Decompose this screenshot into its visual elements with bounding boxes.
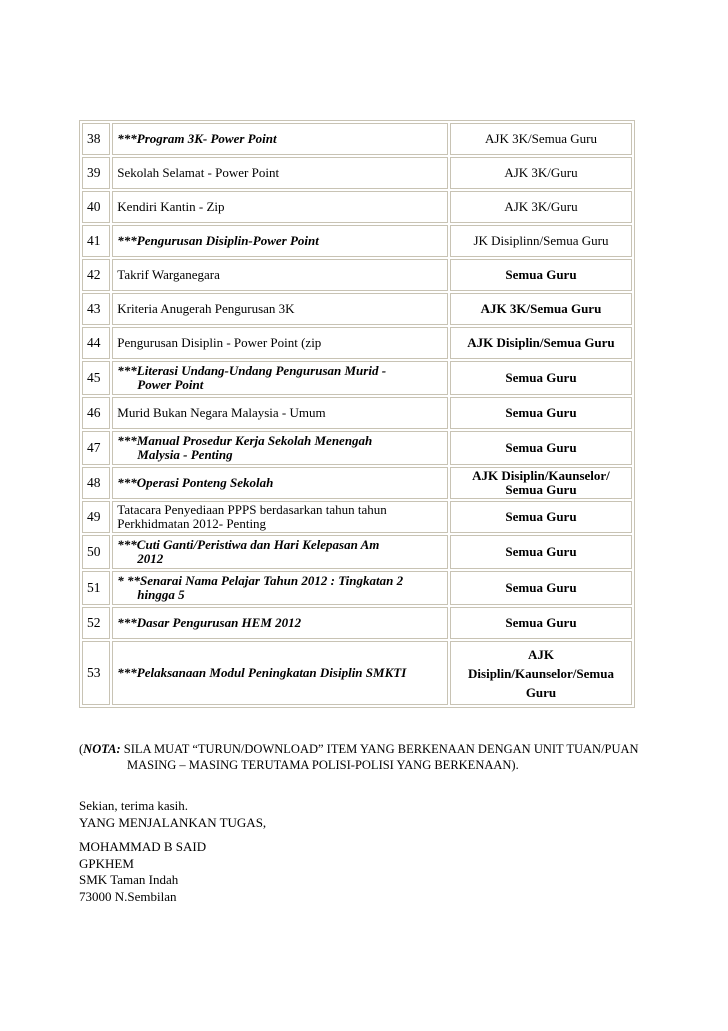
unit-name-line1: AJK Disiplin/Kaunselor/: [472, 468, 610, 483]
note-text-line1: SILA MUAT “TURUN/DOWNLOAD” ITEM YANG BERKENAAN DENGAN UNIT TUAN/PUAN: [120, 742, 639, 756]
item-title-line2: 2012: [137, 551, 164, 566]
row-number: 52: [82, 607, 110, 639]
unit-name: Semua Guru: [450, 431, 632, 465]
row-number: 43: [82, 293, 110, 325]
row-number: 48: [82, 467, 110, 499]
closing-duty: YANG MENJALANKAN TUGAS,: [79, 815, 267, 830]
table-row: [82, 571, 632, 605]
unit-name: AJK Disiplin/Semua Guru: [450, 327, 632, 359]
row-number: 51: [82, 571, 110, 605]
note-label: NOTA:: [83, 742, 121, 756]
item-title: Sekolah Selamat - Power Point: [112, 157, 448, 189]
row-number: 44: [82, 327, 110, 359]
school-address: 73000 N.Sembilan: [79, 888, 177, 904]
note-open-paren: (: [79, 742, 84, 756]
unit-name: Semua Guru: [450, 571, 632, 605]
unit-name: Semua Guru: [450, 607, 632, 639]
item-title-line1: Tatacara Penyediaan PPPS berdasarkan tahun tahun: [117, 502, 387, 517]
unit-name: Semua Guru: [450, 259, 632, 291]
table-row: [82, 225, 632, 257]
item-title: [112, 361, 448, 395]
table-row: [82, 191, 632, 223]
item-title-line1: ***Manual Prosedur Kerja Sekolah Menengah: [117, 433, 373, 448]
download-note: [79, 741, 649, 773]
item-title-line1: ***Literasi Undang-Undang Pengurusan Murid -: [117, 363, 387, 378]
item-title-line1: * **Senarai Nama Pelajar Tahun 2012 : Tingkatan 2: [117, 573, 404, 588]
item-title-line2: Perkhidmatan 2012- Penting: [117, 516, 267, 531]
unit-name-line3: Guru: [525, 684, 557, 700]
table-row: [82, 535, 632, 569]
row-number: 47: [82, 431, 110, 465]
table-row: [82, 641, 632, 705]
item-title-line2: Malysia - Penting: [137, 447, 233, 462]
item-title-line2: Power Point: [137, 377, 204, 392]
row-number: 45: [82, 361, 110, 395]
item-title: [112, 431, 448, 465]
unit-name: Semua Guru: [450, 535, 632, 569]
signatory-position: GPKHEM: [79, 855, 134, 871]
table-row: [82, 327, 632, 359]
unit-name-line2: Disiplin/Kaunselor/Semua: [468, 665, 614, 681]
unit-name: Semua Guru: [450, 501, 632, 533]
item-title: ***Dasar Pengurusan HEM 2012: [112, 607, 448, 639]
unit-name: AJK 3K/Semua Guru: [450, 293, 632, 325]
item-title: Pengurusan Disiplin - Power Point (zip: [112, 327, 448, 359]
table-row: [82, 293, 632, 325]
row-number: 39: [82, 157, 110, 189]
unit-name: AJK 3K/Guru: [450, 191, 632, 223]
item-title: Kendiri Kantin - Zip: [112, 191, 448, 223]
item-title: [112, 501, 448, 533]
table-row: [82, 157, 632, 189]
row-number: 40: [82, 191, 110, 223]
row-number: 49: [82, 501, 110, 533]
table-row: [82, 123, 632, 155]
unit-name: Semua Guru: [450, 397, 632, 429]
item-title: ***Program 3K- Power Point: [112, 123, 448, 155]
row-number: 50: [82, 535, 110, 569]
table-row: [82, 501, 632, 533]
table-row: [82, 259, 632, 291]
note-text-line2: MASING – MASING TERUTAMA POLISI-POLISI YANG BERKENAAN).: [127, 758, 519, 772]
signatory-name: MOHAMMAD B SAID: [79, 839, 207, 854]
unit-name: [450, 467, 632, 499]
table-row: [82, 467, 632, 499]
table-row: [82, 397, 632, 429]
table-row: [82, 431, 632, 465]
item-title: ***Operasi Ponteng Sekolah: [112, 467, 448, 499]
closing-thanks: Sekian, terima kasih.: [79, 798, 189, 813]
signature-block: [79, 839, 206, 905]
item-title-line1: ***Cuti Ganti/Peristiwa dan Hari Kelepasan Am: [117, 537, 380, 552]
row-number: 46: [82, 397, 110, 429]
unit-name: AJK 3K/Guru: [450, 157, 632, 189]
item-title: ***Pengurusan Disiplin-Power Point: [112, 225, 448, 257]
school-name: SMK Taman Indah: [79, 872, 179, 887]
item-title: ***Pelaksanaan Modul Peningkatan Disiplin SMKTI: [112, 641, 448, 705]
item-title-line2: hingga 5: [137, 587, 185, 602]
row-number: 42: [82, 259, 110, 291]
unit-name-line2: Semua Guru: [505, 482, 577, 497]
row-number: 41: [82, 225, 110, 257]
table-row: [82, 607, 632, 639]
row-number: 38: [82, 123, 110, 155]
row-number: 53: [82, 641, 110, 705]
closing-block: [79, 797, 266, 831]
unit-name: JK Disiplinn/Semua Guru: [450, 225, 632, 257]
item-title: Takrif Warganegara: [112, 259, 448, 291]
unit-name: AJK 3K/Semua Guru: [450, 123, 632, 155]
unit-name: Semua Guru: [450, 361, 632, 395]
unit-name: [450, 641, 632, 705]
download-items-table: [79, 120, 635, 708]
item-title: [112, 535, 448, 569]
item-title: Murid Bukan Negara Malaysia - Umum: [112, 397, 448, 429]
item-title: [112, 571, 448, 605]
item-title: Kriteria Anugerah Pengurusan 3K: [112, 293, 448, 325]
unit-name-line1: AJK: [527, 646, 554, 662]
table-row: [82, 361, 632, 395]
